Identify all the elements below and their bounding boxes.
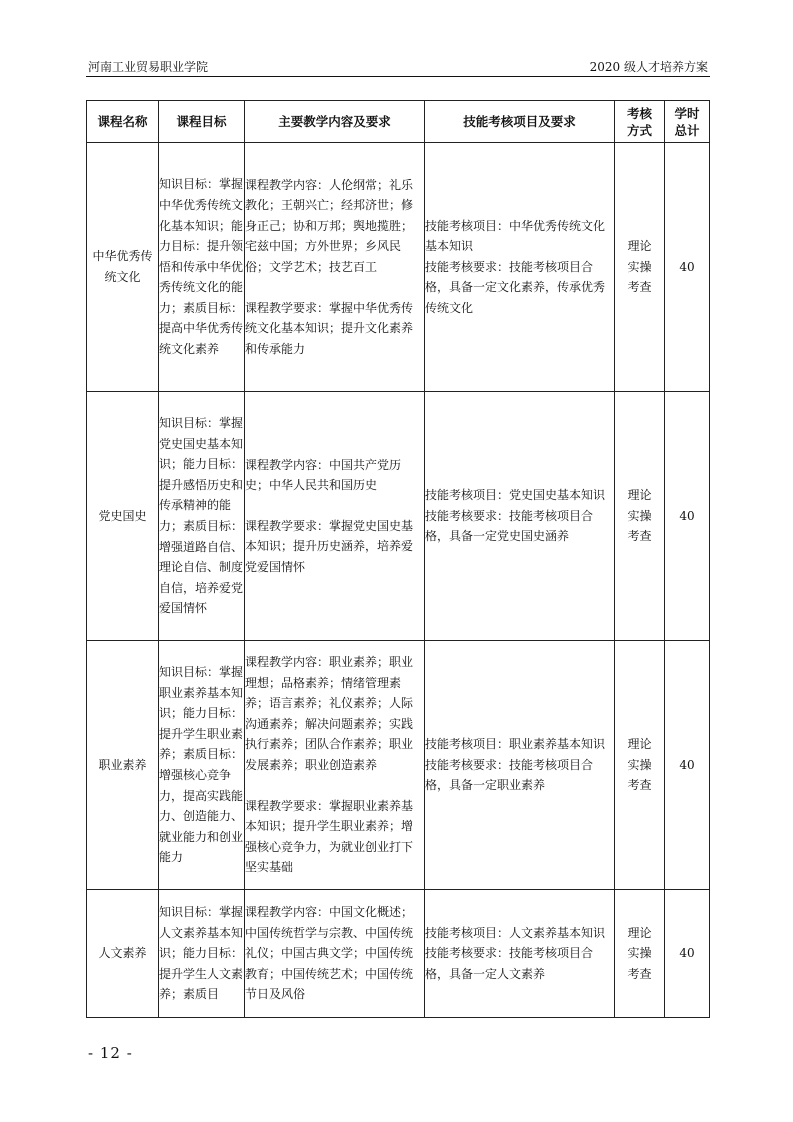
content-requirements: 课程教学要求：掌握职业素养基本知识；提升学生职业素养；增强核心竞争力，为就业创业打下坚实基础: [245, 798, 414, 875]
course-content: [245, 890, 425, 1018]
course-content: [245, 392, 425, 641]
assessment-method: [615, 392, 665, 641]
content-topics: 课程教学内容：人伦纲常；礼乐教化；王朝兴亡；经邦济世；修身正己；协和万邦；舆地揽胜；宅兹中国；方外世界；乡风民俗；文学艺术；技艺百工: [245, 177, 414, 274]
table-header-row: [87, 101, 710, 143]
header-divider: [86, 76, 710, 77]
col-header-hours: [665, 101, 710, 143]
skill-requirement: 技能考核要求：技能考核项目合格，具备一定文化素养，传承优秀传统文化: [425, 259, 606, 315]
course-goal: 知识目标：掌握中华优秀传统文化基本知识；能力目标：提升领悟和传承中华优秀传统文化的能力；素质目标：提高中华优秀传统文化素养: [159, 143, 245, 392]
school-name: 河南工业贸易职业学院: [88, 60, 209, 74]
course-goal: 知识目标：掌握党史国史基本知识；能力目标：提升感悟历史和传承精神的能力；素质目标：增强道路自信、理论自信、制度自信，培养爱党爱国情怀: [159, 392, 245, 641]
method-line: 理论: [627, 925, 652, 940]
page-header: [88, 58, 708, 76]
method-line: 理论: [627, 239, 652, 254]
skill-project: 技能考核项目：人文素养基本知识: [425, 925, 606, 940]
col-header-method-line1: 考核: [626, 105, 652, 121]
course-name: 中华优秀传统文化: [87, 143, 159, 392]
course-content: [245, 143, 425, 392]
course-name: 党史国史: [87, 392, 159, 641]
course-goal: 知识目标：掌握职业素养基本知识；能力目标：提升学生职业素养；素质目标：增强核心竞争力，提高实践能力、创造能力、就业能力和创业能力: [159, 641, 245, 890]
total-hours: 40: [665, 890, 710, 1018]
skill-requirement: 技能考核要求：技能考核项目合格，具备一定职业素养: [425, 757, 594, 793]
course-goal: 知识目标：掌握人文素养基本知识；能力目标：提升学生人文素养；素质目: [159, 890, 245, 1018]
method-line: 实操: [627, 946, 652, 961]
col-header-name: 课程名称: [87, 101, 159, 143]
skill-assessment: [425, 890, 615, 1018]
total-hours: 40: [665, 392, 710, 641]
table-row: [87, 890, 710, 1018]
page-number: - 12 -: [88, 1044, 133, 1062]
course-content: [245, 641, 425, 890]
method-line: 理论: [627, 737, 652, 752]
content-topics: 课程教学内容：中国共产党历史；中华人民共和国历史: [245, 457, 402, 493]
document-title: 2020 级人才培养方案: [589, 60, 708, 74]
table-row: [87, 641, 710, 890]
table-row: [87, 392, 710, 641]
skill-requirement: 技能考核要求：技能考核项目合格，具备一定党史国史涵养: [425, 508, 594, 544]
assessment-method: [615, 890, 665, 1018]
content-requirements: 课程教学要求：掌握中华优秀传统文化基本知识；提升文化素养和传承能力: [245, 300, 414, 356]
col-header-content: 主要教学内容及要求: [245, 101, 425, 143]
col-header-hours-line2: 总计: [674, 122, 700, 138]
skill-assessment: [425, 392, 615, 641]
method-line: 实操: [627, 757, 652, 772]
content-topics: 课程教学内容：中国文化概述；中国传统哲学与宗教、中国传统礼仪；中国古典文学；中国传统教育；中国传统艺术；中国传统节日及风俗: [245, 905, 414, 1002]
col-header-skill: 技能考核项目及要求: [425, 101, 615, 143]
col-header-method-line2: 方式: [626, 122, 652, 138]
col-header-hours-line1: 学时: [674, 105, 700, 121]
method-line: 考查: [627, 280, 652, 295]
method-line: 考查: [627, 966, 652, 981]
course-name: 人文素养: [87, 890, 159, 1018]
content-topics: 课程教学内容：职业素养；职业理想；品格素养；情绪管理素养；语言素养；礼仪素养；人际沟通素养；解决问题素养；实践执行素养；团队合作素养；职业发展素养；职业创造素养: [245, 655, 414, 772]
method-line: 实操: [627, 508, 652, 523]
skill-project: 技能考核项目：中华优秀传统文化基本知识: [425, 218, 606, 254]
course-table: [86, 100, 710, 1018]
skill-project: 技能考核项目：党史国史基本知识: [425, 488, 606, 503]
skill-requirement: 技能考核要求：技能考核项目合格，具备一定人文素养: [425, 946, 594, 981]
total-hours: 40: [665, 143, 710, 392]
method-line: 实操: [627, 259, 652, 274]
method-line: 考查: [627, 529, 652, 544]
assessment-method: [615, 143, 665, 392]
method-line: 考查: [627, 778, 652, 793]
assessment-method: [615, 641, 665, 890]
col-header-goal: 课程目标: [159, 101, 245, 143]
content-requirements: 课程教学要求：掌握党史国史基本知识；提升历史涵养，培养爱党爱国情怀: [245, 518, 414, 574]
table-row: [87, 143, 710, 392]
skill-assessment: [425, 641, 615, 890]
skill-assessment: [425, 143, 615, 392]
total-hours: 40: [665, 641, 710, 890]
method-line: 理论: [627, 488, 652, 503]
col-header-method: [615, 101, 665, 143]
skill-project: 技能考核项目：职业素养基本知识: [425, 737, 606, 752]
course-name: 职业素养: [87, 641, 159, 890]
